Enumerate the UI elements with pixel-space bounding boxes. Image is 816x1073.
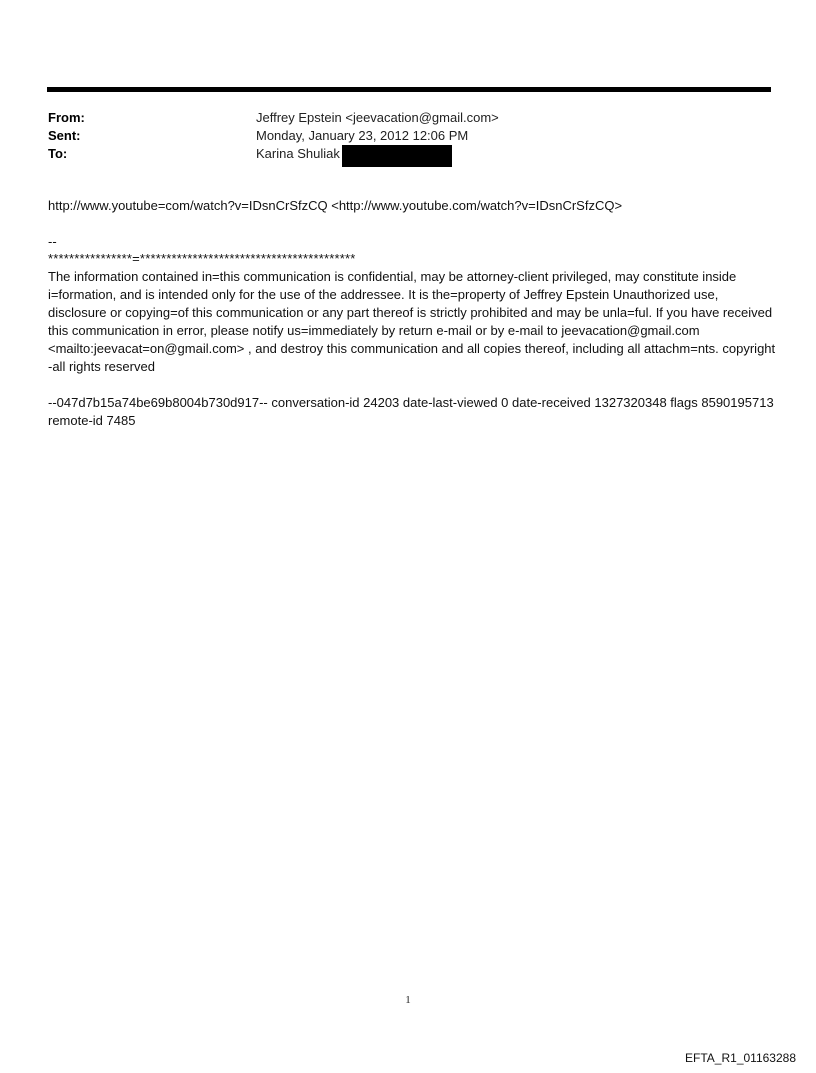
sent-row xyxy=(48,127,748,145)
asterisk-separator: ****************=***************************************** xyxy=(48,251,356,266)
to-label: To: xyxy=(48,146,68,161)
page-number: 1 xyxy=(405,994,411,1006)
youtube-link-line: http://www.youtube=com/watch?v=IDsnCrSfzCQ <http://www.youtube.com/watch?v=IDsnCrSfzCQ> xyxy=(48,198,623,213)
to-row xyxy=(48,145,748,163)
to-value: Karina Shuliak xyxy=(256,146,340,161)
confidentiality-disclaimer: The information contained in=this communication is confidential, may be attorney-client privileged, may constitute inside i=formation, and is intended only for the use of the addressee. It is the=property of Jeffrey Epstein Unauthorized use, disclosure or copying=of this communication or any part thereof is strictly prohibited and may be unla=ful. If you have received this communication in error, please notify us=immediately by return e-mail or by e-mail to jeevacation@gmail.com <mailto:jeevacat=on@gmail.com> , and destroy this communication and all copies thereof, including all attachm=nts. copyright -all rights reserved xyxy=(48,269,776,374)
email-header xyxy=(48,109,748,163)
signature-dash: -- xyxy=(48,234,57,249)
sent-value: Monday, January 23, 2012 12:06 PM xyxy=(256,128,469,143)
from-value: Jeffrey Epstein <jeevacation@gmail.com> xyxy=(256,110,499,125)
message-metadata: --047d7b15a74be69b8004b730d917-- conversation-id 24203 date-last-viewed 0 date-received 1327320348 flags 8590195713 remote-id 7485 xyxy=(48,395,774,428)
from-row xyxy=(48,109,748,127)
bates-number: EFTA_R1_01163288 xyxy=(685,1051,796,1065)
redaction-block xyxy=(342,145,452,167)
from-label: From: xyxy=(48,110,85,125)
header-divider-rule xyxy=(47,87,771,92)
sent-label: Sent: xyxy=(48,128,81,143)
to-value-container xyxy=(256,145,452,163)
